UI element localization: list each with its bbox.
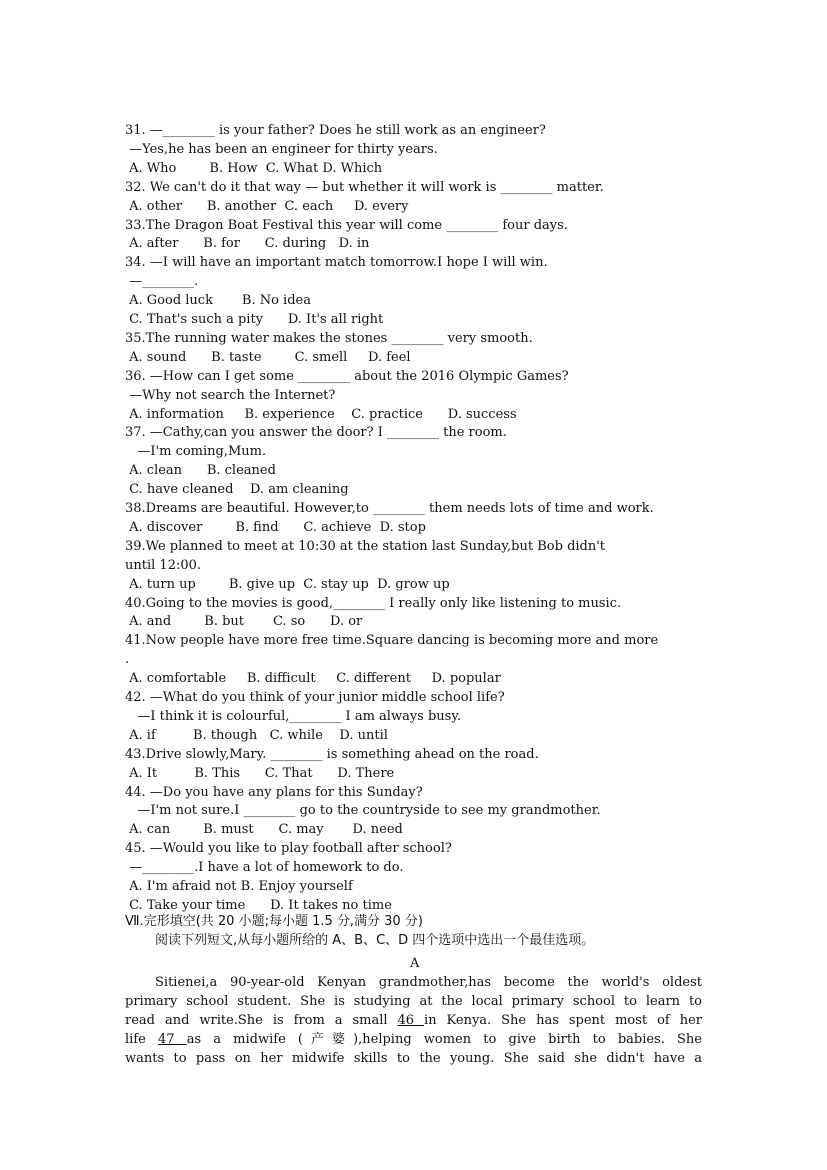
question-31-options: A. Who B. How C. What D. Which bbox=[125, 161, 383, 176]
question-38-options: A. discover B. find C. achieve D. stop bbox=[125, 520, 426, 535]
question-45-line: —________.I have a lot of homework to do. bbox=[125, 860, 404, 875]
question-36-options: A. information B. experience C. practice D. success bbox=[125, 407, 517, 422]
question-41-line: . bbox=[125, 652, 130, 667]
passage-text: as a midwife (产婆),helping women to give birth to babies. She bbox=[186, 1032, 703, 1047]
question-37-line: —I'm coming,Mum. bbox=[125, 444, 267, 459]
question-36-line: 36. —How can I get some ________ about the 2016 Olympic Games? bbox=[125, 369, 569, 384]
question-39-line: until 12:00. bbox=[125, 558, 202, 573]
question-44-line: —I'm not sure.I ________ go to the countryside to see my grandmother. bbox=[125, 803, 601, 818]
question-41-options: A. comfortable B. difficult C. different D. popular bbox=[125, 671, 501, 686]
question-37-line: 37. —Cathy,can you answer the door? I ________ the room. bbox=[125, 425, 507, 440]
blank-46: 46 bbox=[397, 1013, 425, 1028]
question-43-line: 43.Drive slowly,Mary. ________ is something ahead on the road. bbox=[125, 747, 539, 762]
passage-line-2: primary school student. She is studying at the local primary school to learn to bbox=[125, 994, 702, 1009]
section-instruction: 阅读下列短文,从每小题所给的 A、B、C、D 四个选项中选出一个最佳选项。 bbox=[155, 933, 595, 948]
question-32-line: 32. We can't do it that way — but whether it will work is ________ matter. bbox=[125, 180, 604, 195]
question-45-options: C. Take your time D. It takes no time bbox=[125, 898, 392, 913]
question-42-line: —I think it is colourful,________ I am always busy. bbox=[125, 709, 462, 724]
passage-text: in Kenya. She has spent most of her bbox=[424, 1013, 702, 1028]
question-42-line: 42. —What do you think of your junior middle school life? bbox=[125, 690, 505, 705]
question-31-line: —Yes,he has been an engineer for thirty years. bbox=[125, 142, 438, 157]
question-39-line: 39.We planned to meet at 10:30 at the station last Sunday,but Bob didn't bbox=[125, 539, 606, 554]
passage-text: life bbox=[125, 1032, 158, 1047]
question-34-options: A. Good luck B. No idea bbox=[125, 293, 311, 308]
question-37-options: A. clean B. cleaned bbox=[125, 463, 276, 478]
passage-label: A bbox=[410, 956, 420, 971]
question-44-options: A. can B. must C. may D. need bbox=[125, 822, 403, 837]
question-41-line: 41.Now people have more free time.Square dancing is becoming more and more bbox=[125, 633, 659, 648]
passage-line-1: Sitienei,a 90-year-old Kenyan grandmother,has become the world's oldest bbox=[155, 975, 702, 990]
passage-line-4 bbox=[125, 1032, 702, 1048]
question-33-options: A. after B. for C. during D. in bbox=[125, 236, 370, 251]
question-34-line: —________. bbox=[125, 274, 199, 289]
passage-text: read and write.She is from a small bbox=[125, 1013, 398, 1028]
question-42-options: A. if B. though C. while D. until bbox=[125, 728, 388, 743]
passage-line-3 bbox=[125, 1013, 702, 1029]
passage-line-5: wants to pass on her midwife skills to the young. She said she didn't have a bbox=[125, 1051, 702, 1066]
question-32-options: A. other B. another C. each D. every bbox=[125, 199, 409, 214]
question-35-options: A. sound B. taste C. smell D. feel bbox=[125, 350, 411, 365]
question-37-options: C. have cleaned D. am cleaning bbox=[125, 482, 349, 497]
question-33-line: 33.The Dragon Boat Festival this year will come ________ four days. bbox=[125, 218, 568, 233]
question-31-line: 31. —________ is your father? Does he still work as an engineer? bbox=[125, 123, 546, 138]
question-35-line: 35.The running water makes the stones ________ very smooth. bbox=[125, 331, 533, 346]
question-34-line: 34. —I will have an important match tomorrow.I hope I will win. bbox=[125, 255, 548, 270]
question-34-options: C. That's such a pity D. It's all right bbox=[125, 312, 384, 327]
question-45-options: A. I'm afraid not B. Enjoy yourself bbox=[125, 879, 353, 894]
question-38-line: 38.Dreams are beautiful. However,to ________ them needs lots of time and work. bbox=[125, 501, 654, 516]
question-45-line: 45. —Would you like to play football after school? bbox=[125, 841, 452, 856]
question-43-options: A. It B. This C. That D. There bbox=[125, 766, 395, 781]
question-40-options: A. and B. but C. so D. or bbox=[125, 614, 363, 629]
section-heading: Ⅶ.完形填空(共 20 小题;每小题 1.5 分,满分 30 分) bbox=[125, 914, 423, 929]
question-39-options: A. turn up B. give up C. stay up D. grow up bbox=[125, 577, 450, 592]
question-44-line: 44. —Do you have any plans for this Sunday? bbox=[125, 785, 423, 800]
question-40-line: 40.Going to the movies is good,________ I really only like listening to music. bbox=[125, 596, 622, 611]
blank-47: 47 bbox=[157, 1032, 187, 1047]
question-36-line: —Why not search the Internet? bbox=[125, 388, 336, 403]
